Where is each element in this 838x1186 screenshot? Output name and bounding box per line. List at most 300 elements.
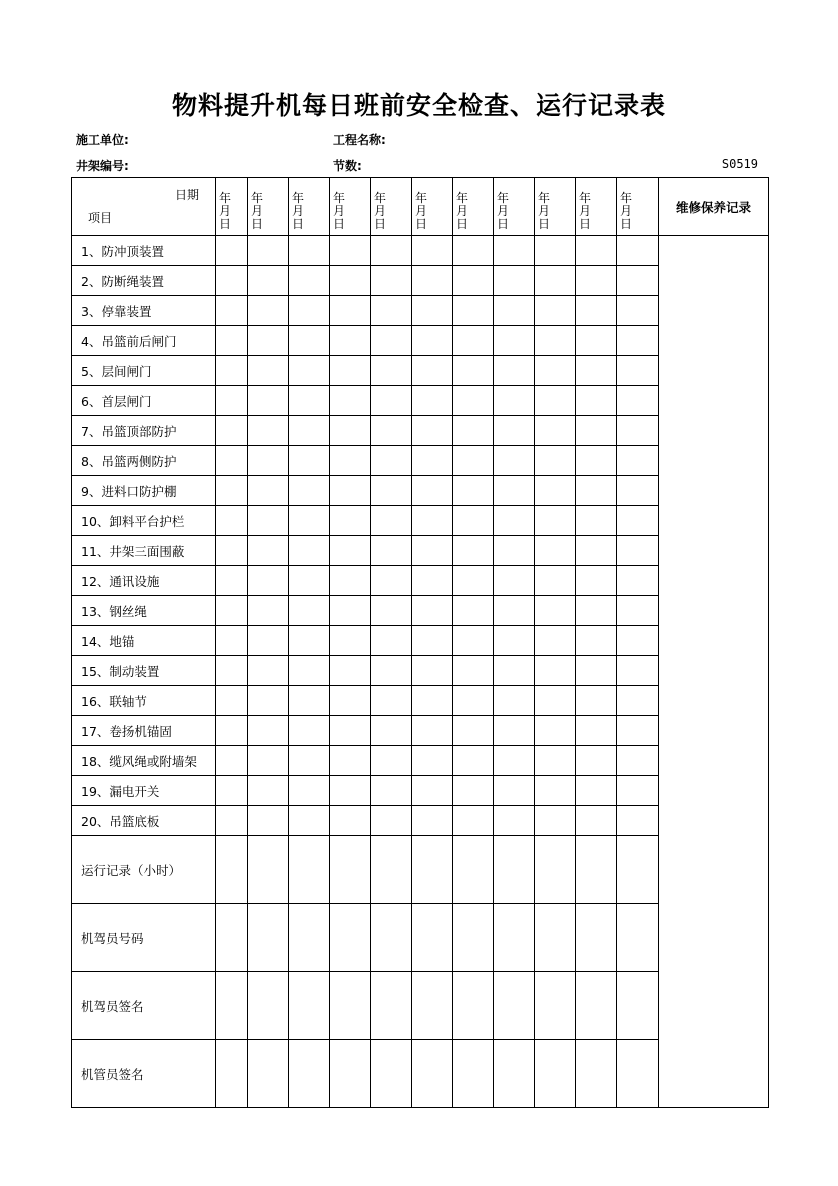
check-entry-cell[interactable] xyxy=(617,596,659,626)
check-entry-cell[interactable] xyxy=(576,566,617,596)
check-entry-cell[interactable] xyxy=(494,904,535,972)
check-entry-cell[interactable] xyxy=(453,506,494,536)
check-entry-cell[interactable] xyxy=(576,716,617,746)
check-entry-cell[interactable] xyxy=(330,656,371,686)
check-entry-cell[interactable] xyxy=(412,776,453,806)
check-entry-cell[interactable] xyxy=(330,266,371,296)
check-entry-cell[interactable] xyxy=(216,836,248,904)
date-month-label: 月 xyxy=(219,204,232,218)
check-entry-cell[interactable] xyxy=(617,236,659,266)
check-entry-cell[interactable] xyxy=(617,446,659,476)
check-entry-cell[interactable] xyxy=(494,656,535,686)
check-entry-cell[interactable] xyxy=(494,296,535,326)
check-entry-cell[interactable] xyxy=(576,296,617,326)
check-entry-cell[interactable] xyxy=(535,506,576,536)
check-entry-cell[interactable] xyxy=(576,806,617,836)
check-entry-cell[interactable] xyxy=(453,596,494,626)
check-entry-cell[interactable] xyxy=(453,566,494,596)
check-entry-cell[interactable] xyxy=(453,236,494,266)
check-entry-cell[interactable] xyxy=(248,972,289,1040)
check-entry-cell[interactable] xyxy=(248,836,289,904)
check-entry-cell[interactable] xyxy=(412,626,453,656)
check-entry-cell[interactable] xyxy=(248,446,289,476)
check-entry-cell[interactable] xyxy=(248,626,289,656)
check-entry-cell[interactable] xyxy=(412,506,453,536)
check-entry-cell[interactable] xyxy=(412,806,453,836)
check-entry-cell[interactable] xyxy=(248,686,289,716)
check-entry-cell[interactable] xyxy=(371,716,412,746)
check-entry-cell[interactable] xyxy=(494,716,535,746)
check-entry-cell[interactable] xyxy=(617,626,659,656)
check-entry-cell[interactable] xyxy=(535,266,576,296)
check-entry-cell[interactable] xyxy=(371,904,412,972)
check-entry-cell[interactable] xyxy=(412,296,453,326)
check-entry-cell[interactable] xyxy=(216,776,248,806)
check-entry-cell[interactable] xyxy=(412,836,453,904)
check-entry-cell[interactable] xyxy=(248,806,289,836)
check-entry-cell[interactable] xyxy=(216,386,248,416)
check-entry-cell[interactable] xyxy=(216,446,248,476)
header-row xyxy=(72,178,769,236)
check-entry-cell[interactable] xyxy=(289,776,330,806)
check-entry-cell[interactable] xyxy=(289,506,330,536)
check-entry-cell[interactable] xyxy=(330,236,371,266)
maintenance-header: 维修保养记录 xyxy=(659,178,769,236)
check-entry-cell[interactable] xyxy=(535,626,576,656)
check-entry-cell[interactable] xyxy=(371,416,412,446)
check-entry-cell[interactable] xyxy=(371,386,412,416)
check-entry-cell[interactable] xyxy=(289,236,330,266)
check-entry-cell[interactable] xyxy=(617,386,659,416)
check-entry-cell[interactable] xyxy=(216,716,248,746)
check-entry-cell[interactable] xyxy=(617,356,659,386)
check-entry-cell[interactable] xyxy=(617,806,659,836)
check-entry-cell[interactable] xyxy=(453,972,494,1040)
check-entry-cell[interactable] xyxy=(412,416,453,446)
check-entry-cell[interactable] xyxy=(494,506,535,536)
check-entry-cell[interactable] xyxy=(371,746,412,776)
check-entry-cell[interactable] xyxy=(576,236,617,266)
check-entry-cell[interactable] xyxy=(535,836,576,904)
check-entry-cell[interactable] xyxy=(453,356,494,386)
check-entry-cell[interactable] xyxy=(494,836,535,904)
check-entry-cell[interactable] xyxy=(371,326,412,356)
check-entry-cell[interactable] xyxy=(216,596,248,626)
check-item-label: 17、卷扬机锚固 xyxy=(72,716,216,746)
check-item-label: 13、钢丝绳 xyxy=(72,596,216,626)
check-entry-cell[interactable] xyxy=(371,596,412,626)
check-entry-cell[interactable] xyxy=(289,476,330,506)
check-entry-cell[interactable] xyxy=(494,626,535,656)
check-entry-cell[interactable] xyxy=(330,746,371,776)
check-entry-cell[interactable] xyxy=(216,1040,248,1108)
check-entry-cell[interactable] xyxy=(216,656,248,686)
check-entry-cell[interactable] xyxy=(216,506,248,536)
check-entry-cell[interactable] xyxy=(412,904,453,972)
check-entry-cell[interactable] xyxy=(330,806,371,836)
check-entry-cell[interactable] xyxy=(330,626,371,656)
check-entry-cell[interactable] xyxy=(617,1040,659,1108)
check-entry-cell[interactable] xyxy=(289,904,330,972)
form-code: S0519 xyxy=(721,157,758,171)
check-entry-cell[interactable] xyxy=(216,626,248,656)
check-entry-cell[interactable] xyxy=(617,416,659,446)
date-month-label: 月 xyxy=(538,204,551,218)
check-entry-cell[interactable] xyxy=(330,566,371,596)
check-entry-cell[interactable] xyxy=(576,326,617,356)
check-item-label: 4、吊篮前后闸门 xyxy=(72,326,216,356)
check-entry-cell[interactable] xyxy=(412,266,453,296)
check-entry-cell[interactable] xyxy=(371,536,412,566)
check-entry-cell[interactable] xyxy=(371,566,412,596)
check-entry-cell[interactable] xyxy=(494,596,535,626)
check-entry-cell[interactable] xyxy=(412,596,453,626)
date-month-label: 月 xyxy=(292,204,305,218)
check-entry-cell[interactable] xyxy=(412,446,453,476)
check-entry-cell[interactable] xyxy=(453,836,494,904)
check-entry-cell[interactable] xyxy=(535,536,576,566)
check-entry-cell[interactable] xyxy=(535,416,576,446)
check-entry-cell[interactable] xyxy=(535,476,576,506)
check-entry-cell[interactable] xyxy=(289,536,330,566)
check-entry-cell[interactable] xyxy=(535,972,576,1040)
check-entry-cell[interactable] xyxy=(494,972,535,1040)
check-entry-cell[interactable] xyxy=(617,776,659,806)
check-entry-cell[interactable] xyxy=(330,476,371,506)
check-entry-cell[interactable] xyxy=(289,326,330,356)
check-entry-cell[interactable] xyxy=(453,476,494,506)
check-entry-cell[interactable] xyxy=(289,746,330,776)
check-entry-cell[interactable] xyxy=(617,566,659,596)
check-entry-cell[interactable] xyxy=(248,296,289,326)
check-entry-cell[interactable] xyxy=(216,686,248,716)
check-entry-cell[interactable] xyxy=(289,836,330,904)
date-day-label: 日 xyxy=(292,217,305,231)
check-entry-cell[interactable] xyxy=(330,686,371,716)
check-entry-cell[interactable] xyxy=(576,476,617,506)
check-entry-cell[interactable] xyxy=(330,904,371,972)
date-day-label: 日 xyxy=(374,217,387,231)
date-column-header xyxy=(494,178,535,236)
check-entry-cell[interactable] xyxy=(216,746,248,776)
check-entry-cell[interactable] xyxy=(216,356,248,386)
check-entry-cell[interactable] xyxy=(289,596,330,626)
check-entry-cell[interactable] xyxy=(453,386,494,416)
check-entry-cell[interactable] xyxy=(576,626,617,656)
check-entry-cell[interactable] xyxy=(576,386,617,416)
check-entry-cell[interactable] xyxy=(330,326,371,356)
check-entry-cell[interactable] xyxy=(412,236,453,266)
check-entry-cell[interactable] xyxy=(248,566,289,596)
check-entry-cell[interactable] xyxy=(248,746,289,776)
check-entry-cell[interactable] xyxy=(453,266,494,296)
check-entry-cell[interactable] xyxy=(289,806,330,836)
check-entry-cell[interactable] xyxy=(248,656,289,686)
check-entry-cell[interactable] xyxy=(617,904,659,972)
check-entry-cell[interactable] xyxy=(330,416,371,446)
check-entry-cell[interactable] xyxy=(248,326,289,356)
date-day-label: 日 xyxy=(497,217,510,231)
check-entry-cell[interactable] xyxy=(289,416,330,446)
check-entry-cell[interactable] xyxy=(535,386,576,416)
check-entry-cell[interactable] xyxy=(535,446,576,476)
check-entry-cell[interactable] xyxy=(412,566,453,596)
check-item-label: 20、吊篮底板 xyxy=(72,806,216,836)
date-year-label: 年 xyxy=(415,191,428,205)
check-entry-cell[interactable] xyxy=(216,416,248,446)
check-entry-cell[interactable] xyxy=(248,506,289,536)
check-entry-cell[interactable] xyxy=(576,656,617,686)
check-entry-cell[interactable] xyxy=(330,776,371,806)
check-entry-cell[interactable] xyxy=(535,656,576,686)
check-entry-cell[interactable] xyxy=(289,716,330,746)
check-entry-cell[interactable] xyxy=(576,904,617,972)
check-entry-cell[interactable] xyxy=(576,776,617,806)
date-month-label: 月 xyxy=(497,204,510,218)
check-entry-cell[interactable] xyxy=(617,266,659,296)
date-column-header xyxy=(576,178,617,236)
check-entry-cell[interactable] xyxy=(330,716,371,746)
check-entry-cell[interactable] xyxy=(535,296,576,326)
date-column-header xyxy=(412,178,453,236)
check-entry-cell[interactable] xyxy=(289,1040,330,1108)
corner-cell xyxy=(72,178,216,236)
check-entry-cell[interactable] xyxy=(494,536,535,566)
check-entry-cell[interactable] xyxy=(617,296,659,326)
check-entry-cell[interactable] xyxy=(248,416,289,446)
check-entry-cell[interactable] xyxy=(494,566,535,596)
check-entry-cell[interactable] xyxy=(535,566,576,596)
check-entry-cell[interactable] xyxy=(494,746,535,776)
check-entry-cell[interactable] xyxy=(535,596,576,626)
check-entry-cell[interactable] xyxy=(412,1040,453,1108)
check-entry-cell[interactable] xyxy=(248,386,289,416)
check-entry-cell[interactable] xyxy=(576,686,617,716)
check-entry-cell[interactable] xyxy=(248,904,289,972)
check-entry-cell[interactable] xyxy=(617,506,659,536)
check-entry-cell[interactable] xyxy=(248,476,289,506)
check-entry-cell[interactable] xyxy=(412,386,453,416)
check-entry-cell[interactable] xyxy=(576,972,617,1040)
check-entry-cell[interactable] xyxy=(330,446,371,476)
check-entry-cell[interactable] xyxy=(289,386,330,416)
check-entry-cell[interactable] xyxy=(453,746,494,776)
check-entry-cell[interactable] xyxy=(412,356,453,386)
date-column-header xyxy=(216,178,248,236)
check-entry-cell[interactable] xyxy=(453,904,494,972)
check-item-label: 12、通讯设施 xyxy=(72,566,216,596)
check-entry-cell[interactable] xyxy=(617,326,659,356)
check-entry-cell[interactable] xyxy=(248,716,289,746)
check-entry-cell[interactable] xyxy=(371,806,412,836)
check-entry-cell[interactable] xyxy=(453,446,494,476)
check-entry-cell[interactable] xyxy=(330,386,371,416)
date-month-label: 月 xyxy=(333,204,346,218)
check-item-label: 6、首层闸门 xyxy=(72,386,216,416)
check-entry-cell[interactable] xyxy=(453,1040,494,1108)
check-entry-cell[interactable] xyxy=(494,806,535,836)
check-entry-cell[interactable] xyxy=(617,686,659,716)
date-month-label: 月 xyxy=(415,204,428,218)
date-month-label: 月 xyxy=(251,204,264,218)
check-entry-cell[interactable] xyxy=(617,716,659,746)
check-entry-cell[interactable] xyxy=(248,1040,289,1108)
check-entry-cell[interactable] xyxy=(216,566,248,596)
check-entry-cell[interactable] xyxy=(453,326,494,356)
check-entry-cell[interactable] xyxy=(330,596,371,626)
check-entry-cell[interactable] xyxy=(289,266,330,296)
check-entry-cell[interactable] xyxy=(453,536,494,566)
check-entry-cell[interactable] xyxy=(535,716,576,746)
check-entry-cell[interactable] xyxy=(289,356,330,386)
check-entry-cell[interactable] xyxy=(535,776,576,806)
check-entry-cell[interactable] xyxy=(289,626,330,656)
check-entry-cell[interactable] xyxy=(576,416,617,446)
date-column-header xyxy=(617,178,659,236)
check-entry-cell[interactable] xyxy=(617,476,659,506)
check-entry-cell[interactable] xyxy=(216,536,248,566)
check-entry-cell[interactable] xyxy=(412,746,453,776)
check-entry-cell[interactable] xyxy=(371,446,412,476)
check-entry-cell[interactable] xyxy=(453,686,494,716)
check-entry-cell[interactable] xyxy=(289,686,330,716)
check-entry-cell[interactable] xyxy=(371,836,412,904)
check-entry-cell[interactable] xyxy=(494,686,535,716)
check-entry-cell[interactable] xyxy=(535,356,576,386)
check-item-label: 11、井架三面围蔽 xyxy=(72,536,216,566)
check-entry-cell[interactable] xyxy=(535,236,576,266)
check-entry-cell[interactable] xyxy=(371,656,412,686)
check-entry-cell[interactable] xyxy=(371,236,412,266)
check-entry-cell[interactable] xyxy=(330,972,371,1040)
check-entry-cell[interactable] xyxy=(617,836,659,904)
check-entry-cell[interactable] xyxy=(371,356,412,386)
check-entry-cell[interactable] xyxy=(535,326,576,356)
check-entry-cell[interactable] xyxy=(576,536,617,566)
check-entry-cell[interactable] xyxy=(371,266,412,296)
check-entry-cell[interactable] xyxy=(248,776,289,806)
check-entry-cell[interactable] xyxy=(248,266,289,296)
inspection-table xyxy=(71,177,769,1108)
check-entry-cell[interactable] xyxy=(371,686,412,716)
check-entry-cell[interactable] xyxy=(494,776,535,806)
check-entry-cell[interactable] xyxy=(216,806,248,836)
check-entry-cell[interactable] xyxy=(330,506,371,536)
check-entry-cell[interactable] xyxy=(330,356,371,386)
check-entry-cell[interactable] xyxy=(494,326,535,356)
check-entry-cell[interactable] xyxy=(576,1040,617,1108)
check-entry-cell[interactable] xyxy=(248,596,289,626)
check-entry-cell[interactable] xyxy=(617,972,659,1040)
check-entry-cell[interactable] xyxy=(494,266,535,296)
check-entry-cell[interactable] xyxy=(371,476,412,506)
check-entry-cell[interactable] xyxy=(371,1040,412,1108)
frame-number-label: 井架编号: xyxy=(76,159,129,173)
check-entry-cell[interactable] xyxy=(371,626,412,656)
check-entry-cell[interactable] xyxy=(535,746,576,776)
check-entry-cell[interactable] xyxy=(289,972,330,1040)
check-entry-cell[interactable] xyxy=(371,506,412,536)
check-entry-cell[interactable] xyxy=(371,972,412,1040)
check-entry-cell[interactable] xyxy=(617,656,659,686)
check-entry-cell[interactable] xyxy=(535,904,576,972)
check-entry-cell[interactable] xyxy=(576,506,617,536)
date-day-label: 日 xyxy=(456,217,469,231)
check-entry-cell[interactable] xyxy=(412,326,453,356)
check-entry-cell[interactable] xyxy=(617,536,659,566)
check-entry-cell[interactable] xyxy=(453,776,494,806)
record-row-label: 机管员签名 xyxy=(72,1040,216,1108)
check-entry-cell[interactable] xyxy=(617,746,659,776)
check-entry-cell[interactable] xyxy=(412,716,453,746)
check-entry-cell[interactable] xyxy=(494,1040,535,1108)
check-entry-cell[interactable] xyxy=(494,446,535,476)
check-entry-cell[interactable] xyxy=(289,446,330,476)
check-entry-cell[interactable] xyxy=(576,836,617,904)
check-entry-cell[interactable] xyxy=(535,806,576,836)
check-entry-cell[interactable] xyxy=(330,1040,371,1108)
check-entry-cell[interactable] xyxy=(330,836,371,904)
check-entry-cell[interactable] xyxy=(494,356,535,386)
maintenance-record-cell[interactable] xyxy=(659,236,769,1108)
check-entry-cell[interactable] xyxy=(453,416,494,446)
check-entry-cell[interactable] xyxy=(535,1040,576,1108)
check-entry-cell[interactable] xyxy=(412,476,453,506)
check-entry-cell[interactable] xyxy=(576,596,617,626)
check-entry-cell[interactable] xyxy=(453,656,494,686)
check-entry-cell[interactable] xyxy=(453,806,494,836)
check-entry-cell[interactable] xyxy=(412,656,453,686)
check-entry-cell[interactable] xyxy=(248,536,289,566)
check-entry-cell[interactable] xyxy=(289,656,330,686)
check-entry-cell[interactable] xyxy=(576,446,617,476)
check-entry-cell[interactable] xyxy=(289,566,330,596)
check-entry-cell[interactable] xyxy=(216,296,248,326)
check-entry-cell[interactable] xyxy=(289,296,330,326)
check-entry-cell[interactable] xyxy=(494,236,535,266)
check-entry-cell[interactable] xyxy=(371,776,412,806)
check-entry-cell[interactable] xyxy=(535,686,576,716)
check-entry-cell[interactable] xyxy=(412,536,453,566)
check-entry-cell[interactable] xyxy=(453,296,494,326)
check-entry-cell[interactable] xyxy=(248,356,289,386)
date-column-header xyxy=(535,178,576,236)
check-entry-cell[interactable] xyxy=(216,904,248,972)
check-entry-cell[interactable] xyxy=(494,386,535,416)
date-year-label: 年 xyxy=(292,191,305,205)
check-entry-cell[interactable] xyxy=(494,416,535,446)
check-entry-cell[interactable] xyxy=(216,266,248,296)
check-entry-cell[interactable] xyxy=(412,686,453,716)
corner-item-label: 项目 xyxy=(88,211,113,225)
check-entry-cell[interactable] xyxy=(216,236,248,266)
date-year-label: 年 xyxy=(497,191,510,205)
check-entry-cell[interactable] xyxy=(576,356,617,386)
check-entry-cell[interactable] xyxy=(330,536,371,566)
check-entry-cell[interactable] xyxy=(576,746,617,776)
check-entry-cell[interactable] xyxy=(216,476,248,506)
check-entry-cell[interactable] xyxy=(216,326,248,356)
check-entry-cell[interactable] xyxy=(412,972,453,1040)
check-entry-cell[interactable] xyxy=(248,236,289,266)
check-entry-cell[interactable] xyxy=(453,716,494,746)
check-entry-cell[interactable] xyxy=(576,266,617,296)
check-entry-cell[interactable] xyxy=(330,296,371,326)
check-entry-cell[interactable] xyxy=(216,972,248,1040)
check-entry-cell[interactable] xyxy=(494,476,535,506)
check-entry-cell[interactable] xyxy=(371,296,412,326)
check-entry-cell[interactable] xyxy=(453,626,494,656)
